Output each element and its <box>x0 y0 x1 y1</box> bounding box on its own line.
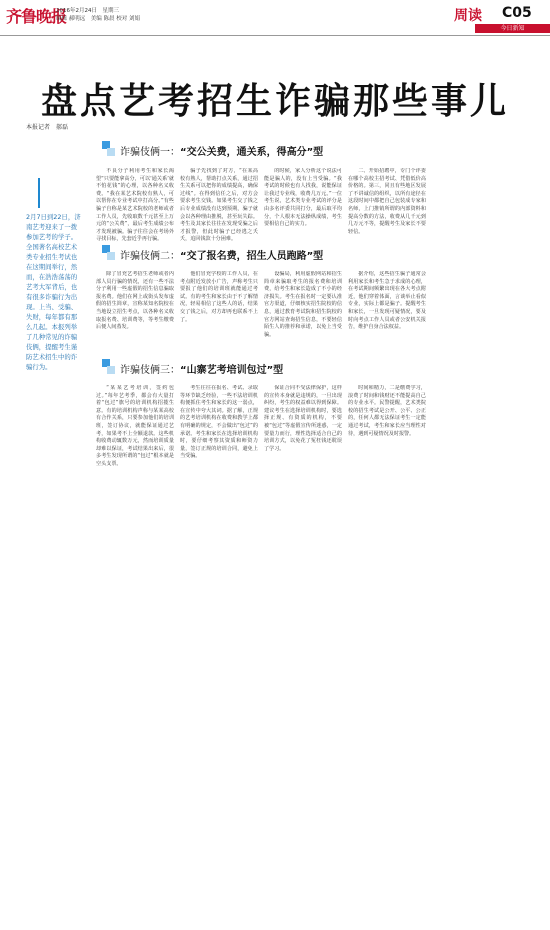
section-2-title: “交了报名费，招生人员跑路”型 <box>180 251 324 262</box>
section-3-column-3: 保证合同不受法律保护，这样的宣传本身就是违规的，一旦出现纠纷，考生的权益难以得到保障。建议考生在选择培训机构时，要选择正规、有资质的机构，不要被“包过”等虚假宣传所迷惑，一定要量力而行，理性选择适合自己的培训方式，以免花了冤枉钱还耽误了学习。 <box>264 385 342 452</box>
newspaper-logo: 齐鲁晚报 <box>6 7 67 26</box>
dateline-date: 2016年2月24日 星期三 <box>56 8 119 14</box>
section-2-heading <box>120 247 323 262</box>
section-2-tag: 诈骗伎俩二： <box>120 251 180 262</box>
page-title: 盘点艺考招生诈骗那些事儿 <box>40 81 509 122</box>
top-rule <box>0 35 550 36</box>
section-2-column-3: 设骗局，利用虚假网站和招生简章来骗取考生的报名费和培训费，给考生和家长造成了不小的经济损失。考生在报名时一定要认准官方渠道，仔细核实招生院校的信息，通过教育考试院和招生院校的官方网站查询招生信息，不要轻信陌生人的推荐和承诺，以免上当受骗。 <box>264 271 342 338</box>
section-3-tag: 诈骗伎俩三： <box>120 365 180 376</box>
section-1-column-3: 的时候，家人分析这个说法可能是骗人的，没有上当受骗。“我考试的时候也有人找我，说能保证让我过专业线，收费几万元。”一位考生说，艺术类专业考试的评分是由多名评委共同打分，最后取平均分，个人根本无法操纵成绩，考生要相信自己的实力。 <box>264 168 342 228</box>
section-3-column-1: “某某艺考培训，签约包过。”每年艺考季，都会有大量打着“包过”旗号的培训机构招揽生意。有的培训机构声称与某某高校有合作关系，只要参加他们的培训班，签订协议，就能保证通过艺考，如果考不上全额退款。这些机构收费动辄数万元，然而培训质量却难以保证，考试结果出来后，很多考生发现所谓的“包过”根本就是空头支票。 <box>96 385 174 467</box>
section-2-column-1: 除了冒充艺考招生老师或者内部人员行骗的情况，还有一些不法分子利用一些虚假的招生信息骗取报名费。他们在网上或街头发布虚假的招生简章，宣称某知名院校在当地设立招生考点，以各种名义收取报名费、培训费等，等考生缴费后便人间蒸发。 <box>96 271 174 331</box>
section-1-tag: 诈骗伎俩一： <box>120 147 180 158</box>
lead-accent-bar <box>38 178 40 208</box>
section-1-title: “交公关费，通关系，得高分”型 <box>180 147 324 158</box>
section-3-heading <box>120 361 283 376</box>
section-2-column-2: 他们冒充学校的工作人员，在考点附近发放小广告，声称考生只要报了他们的培训班就能通过考试。有的考生和家长由于不了解情况，轻易相信了这些人的话，结果交了钱之后，对方却再也联系不上了。 <box>180 271 258 323</box>
dateline-editors: 编辑 郝明远 美编 陈晨 校对 刘娟 <box>56 16 140 22</box>
section-1-column-4: 二、开始招聘中，专门个评委在哪个高校主招考试、凭借低价高价格的。第三，同且有些地区发展了不讲诚信的组织，以所有途径在这段时间中都把自己包装成专家和名师，上门推销所谓的内部资料和提高分数的方法，收费从几千元到几万元不等，提醒考生及家长不要轻信。 <box>348 168 426 235</box>
page-code: C05 <box>502 5 532 21</box>
section-marker-icon <box>107 148 115 156</box>
section-1-column-2: 骗子先找到了对方，“在某高校有熟人，帮助打点关系，通过招生关系可以把你的成绩提高，确保过线”。在得到信任之后，对方会要求考生交钱。如果考生交了钱之后专业成绩没有达到预期，骗子就会以各种理由推脱，甚至玩失踪。考生及其家长往往在发现受骗之后才报警，但此时骗子已经逃之夭夭，追回钱款十分困难。 <box>180 168 258 243</box>
section-1-heading <box>120 143 323 158</box>
section-3-column-2: 考生往往在报名、考试、录取等环节缺乏经验，一些不法培训机构便抓住考生和家长的这一弱点，在宣传中夸大其词。据了解，正规的艺考培训机构在收费和教学上都有明确的规定，不会做出“包过”的承诺。考生和家长在选择培训机构时，要仔细考察其资质和师资力量，签订正规的培训合同，避免上当受骗。 <box>180 385 258 460</box>
byline: 本报记者 郝磊 <box>26 124 69 131</box>
lead-paragraph: 2月7日到22日，济南艺考迎来了一拨参加艺考的学子。全国著名高校艺术类专业招生考试也在这期间举行，然而，在浩浩荡荡的艺考大军背后，也有很多诈骗行为出现。上当、受骗、失财，每年都有那么几起。本报列举了几种常见的诈骗伎俩，提醒考生谨防艺术招生中的诈骗行为。 <box>26 213 81 371</box>
dateline <box>56 7 176 23</box>
sub-banner: 今日新知 <box>475 24 550 33</box>
section-3-column-4: 时间和精力，二是缴费学习，浪费了时间和钱财还不能提高自己的专业水平。民警提醒，艺术类院校的招生考试是公开、公平、公正的，任何人都无法保证考生一定能通过考试，考生和家长应当理性对待，遇到可疑情况及时报警。 <box>348 385 426 437</box>
section-1-column-1: 不良分子利用考生和家长渴望“只要能拿高分，可以‘通关系’就不怕花钱”的心理，以各种名义收费。“我在某艺术院校有熟人，可以帮你在专业考试中打高分。”有些骗子自称是某艺术院校的老师或者工作人员，先收取数千元甚至上万元的“公关费”，最后考生成绩公布才发现被骗。骗子往往会在考场外寻找目标，先套近乎再行骗。 <box>96 168 174 243</box>
section-marker-icon <box>107 366 115 374</box>
section-3-title: “山寨艺考培训包过”型 <box>180 365 284 376</box>
section-name: 周读 <box>454 8 482 24</box>
section-marker-icon <box>107 252 115 260</box>
section-2-column-4: 据介绍，这些招生骗子通常会利用家长和考生急于求成的心理，在考试期间频繁出现在各大考点附近，他们穿着体面，言谈举止看似专业，实际上都是骗子。提醒考生和家长，一旦发现可疑情况，要及时向考点工作人员或者公安机关报告，维护自身合法权益。 <box>348 271 426 331</box>
